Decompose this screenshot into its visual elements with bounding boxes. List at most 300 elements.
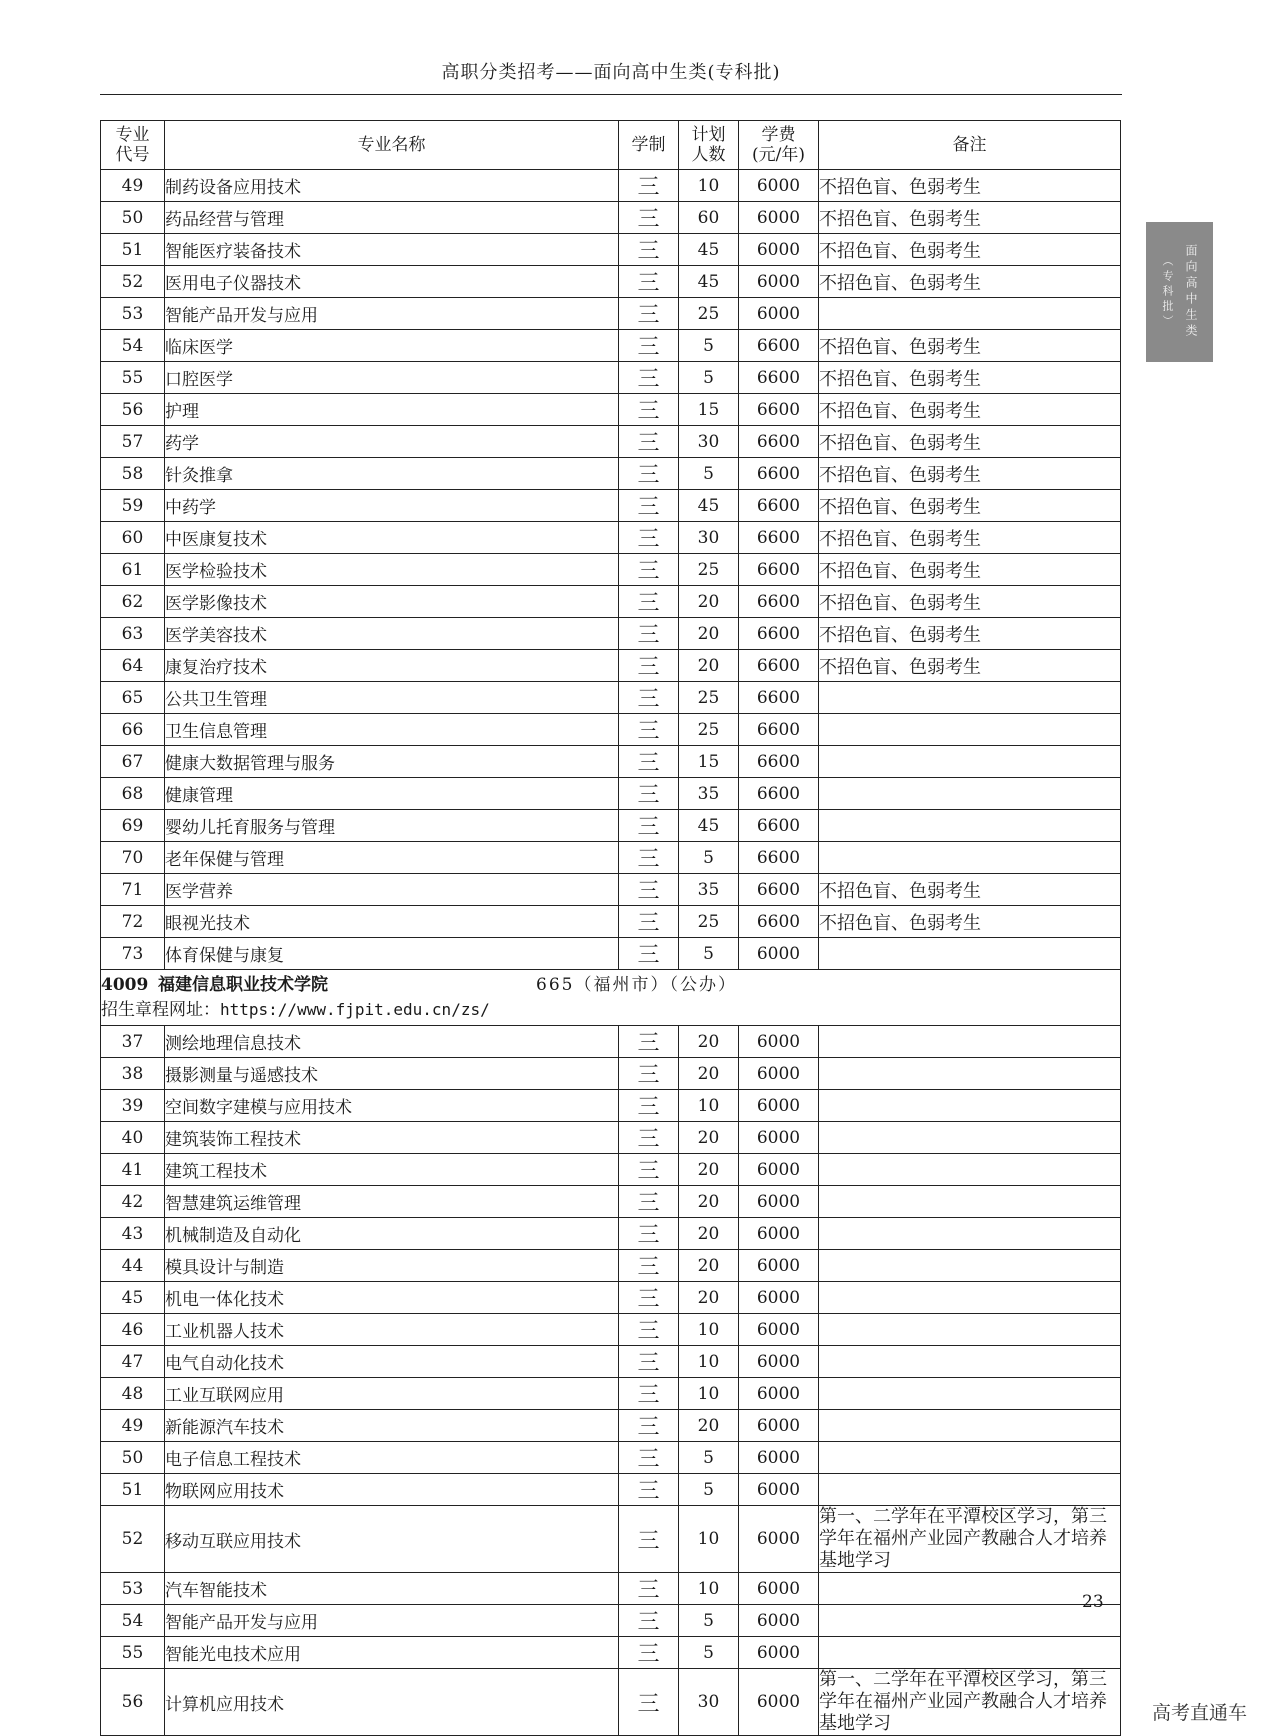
- remark-cell: [819, 1605, 1121, 1637]
- plan-count-cell: 15: [679, 746, 739, 778]
- tuition-cell: 6000: [739, 1605, 819, 1637]
- major-code-cell: 51: [101, 1474, 165, 1506]
- table-row: [101, 522, 1121, 554]
- plan-count-cell: 35: [679, 874, 739, 906]
- table-row: [101, 1186, 1121, 1218]
- major-name-cell: 计算机应用技术: [165, 1669, 619, 1736]
- school-info: 665（福州市）（公办）: [536, 975, 737, 995]
- major-code-cell: 37: [101, 1026, 165, 1058]
- remark-cell: [819, 1090, 1121, 1122]
- tuition-cell: 6000: [739, 202, 819, 234]
- plan-count-cell: 20: [679, 650, 739, 682]
- major-code-cell: 52: [101, 266, 165, 298]
- major-name-cell: 模具设计与制造: [165, 1250, 619, 1282]
- major-code-cell: 72: [101, 906, 165, 938]
- major-name-cell: 制药设备应用技术: [165, 170, 619, 202]
- tuition-cell: 6600: [739, 906, 819, 938]
- tuition-cell: 6600: [739, 618, 819, 650]
- tuition-cell: 6000: [739, 1218, 819, 1250]
- watermark-logo-text: 高考直通车: [1152, 1702, 1248, 1724]
- duration-cell: 三: [619, 746, 679, 778]
- duration-cell: 三: [619, 810, 679, 842]
- major-code-cell: 55: [101, 362, 165, 394]
- duration-cell: 三: [619, 1218, 679, 1250]
- major-name-cell: 健康大数据管理与服务: [165, 746, 619, 778]
- major-code-cell: 73: [101, 938, 165, 970]
- tuition-cell: 6600: [739, 458, 819, 490]
- duration-cell: 三: [619, 298, 679, 330]
- major-name-cell: 新能源汽车技术: [165, 1410, 619, 1442]
- plan-count-cell: 20: [679, 1154, 739, 1186]
- remark-cell: 不招色盲、色弱考生: [819, 330, 1121, 362]
- major-code-cell: 49: [101, 170, 165, 202]
- header-plan-count: 计划 人数: [679, 121, 739, 170]
- major-code-cell: 56: [101, 394, 165, 426]
- tuition-cell: 6600: [739, 522, 819, 554]
- tuition-cell: 6000: [739, 1442, 819, 1474]
- major-name-cell: 工业互联网应用: [165, 1378, 619, 1410]
- remark-cell: [819, 1058, 1121, 1090]
- table-row: [101, 1154, 1121, 1186]
- table-row: [101, 714, 1121, 746]
- header-duration: 学制: [619, 121, 679, 170]
- tuition-cell: 6600: [739, 330, 819, 362]
- major-code-cell: 61: [101, 554, 165, 586]
- duration-cell: 三: [619, 1090, 679, 1122]
- plan-count-cell: 5: [679, 1637, 739, 1669]
- table-row: [101, 362, 1121, 394]
- plan-count-cell: 10: [679, 1314, 739, 1346]
- tuition-cell: 6600: [739, 650, 819, 682]
- major-name-cell: 测绘地理信息技术: [165, 1026, 619, 1058]
- major-name-cell: 中医康复技术: [165, 522, 619, 554]
- plan-count-cell: 45: [679, 266, 739, 298]
- table-row: [101, 1122, 1121, 1154]
- remark-cell: [819, 1378, 1121, 1410]
- major-code-cell: 47: [101, 1346, 165, 1378]
- remark-cell: 不招色盲、色弱考生: [819, 490, 1121, 522]
- remark-cell: [819, 746, 1121, 778]
- tuition-cell: 6600: [739, 554, 819, 586]
- remark-cell: 第一、二学年在平潭校区学习，第三学年在福州产业园产教融合人才培养基地学习: [819, 1669, 1121, 1736]
- duration-cell: 三: [619, 938, 679, 970]
- table-row: [101, 1506, 1121, 1573]
- duration-cell: 三: [619, 362, 679, 394]
- major-code-cell: 40: [101, 1122, 165, 1154]
- tuition-cell: 6000: [739, 1637, 819, 1669]
- major-code-cell: 50: [101, 202, 165, 234]
- remark-cell: [819, 1573, 1121, 1605]
- tuition-cell: 6000: [739, 1378, 819, 1410]
- major-code-cell: 54: [101, 1605, 165, 1637]
- duration-cell: 三: [619, 330, 679, 362]
- remark-cell: 不招色盲、色弱考生: [819, 522, 1121, 554]
- major-name-cell: 婴幼儿托育服务与管理: [165, 810, 619, 842]
- remark-cell: 不招色盲、色弱考生: [819, 234, 1121, 266]
- major-code-cell: 42: [101, 1186, 165, 1218]
- plan-count-cell: 25: [679, 298, 739, 330]
- table-row: [101, 1282, 1121, 1314]
- plan-count-cell: 10: [679, 1346, 739, 1378]
- major-code-cell: 50: [101, 1442, 165, 1474]
- tuition-cell: 6600: [739, 842, 819, 874]
- side-tab-main-label: 面向高中生类: [1184, 244, 1198, 340]
- duration-cell: 三: [619, 1637, 679, 1669]
- remark-cell: 不招色盲、色弱考生: [819, 362, 1121, 394]
- major-name-cell: 体育保健与康复: [165, 938, 619, 970]
- table-row: [101, 1605, 1121, 1637]
- tuition-cell: 6000: [739, 1346, 819, 1378]
- duration-cell: 三: [619, 1410, 679, 1442]
- table-row: [101, 650, 1121, 682]
- major-code-cell: 62: [101, 586, 165, 618]
- duration-cell: 三: [619, 1669, 679, 1736]
- table-row: [101, 234, 1121, 266]
- plan-count-cell: 45: [679, 234, 739, 266]
- duration-cell: 三: [619, 426, 679, 458]
- major-code-cell: 43: [101, 1218, 165, 1250]
- major-code-cell: 54: [101, 330, 165, 362]
- tuition-cell: 6000: [739, 170, 819, 202]
- plan-count-cell: 10: [679, 1090, 739, 1122]
- major-code-cell: 53: [101, 1573, 165, 1605]
- remark-cell: [819, 1154, 1121, 1186]
- school-row: [101, 970, 1121, 1026]
- major-name-cell: 电气自动化技术: [165, 1346, 619, 1378]
- duration-cell: 三: [619, 234, 679, 266]
- remark-cell: [819, 1186, 1121, 1218]
- tuition-cell: 6000: [739, 938, 819, 970]
- remark-cell: 不招色盲、色弱考生: [819, 458, 1121, 490]
- major-name-cell: 健康管理: [165, 778, 619, 810]
- tuition-cell: 6600: [739, 394, 819, 426]
- duration-cell: 三: [619, 1314, 679, 1346]
- remark-cell: [819, 1637, 1121, 1669]
- remark-cell: [819, 1442, 1121, 1474]
- remark-cell: 不招色盲、色弱考生: [819, 202, 1121, 234]
- duration-cell: 三: [619, 778, 679, 810]
- school-section: [101, 970, 1121, 1026]
- major-name-cell: 药学: [165, 426, 619, 458]
- table-row: [101, 810, 1121, 842]
- major-code-cell: 45: [101, 1282, 165, 1314]
- remark-cell: 第一、二学年在平潭校区学习，第三学年在福州产业园产教融合人才培养基地学习: [819, 1506, 1121, 1573]
- remark-cell: [819, 714, 1121, 746]
- tuition-cell: 6000: [739, 1058, 819, 1090]
- table-row: [101, 1314, 1121, 1346]
- tuition-cell: 6600: [739, 682, 819, 714]
- table-row: [101, 1474, 1121, 1506]
- major-name-cell: 机械制造及自动化: [165, 1218, 619, 1250]
- major-code-cell: 44: [101, 1250, 165, 1282]
- major-code-cell: 39: [101, 1090, 165, 1122]
- major-code-cell: 63: [101, 618, 165, 650]
- tuition-cell: 6600: [739, 714, 819, 746]
- plan-count-cell: 30: [679, 1669, 739, 1736]
- duration-cell: 三: [619, 1378, 679, 1410]
- tuition-cell: 6000: [739, 1282, 819, 1314]
- header-remark: 备注: [819, 121, 1121, 170]
- table-row: [101, 394, 1121, 426]
- remark-cell: [819, 1250, 1121, 1282]
- table-row: [101, 1637, 1121, 1669]
- tuition-cell: 6000: [739, 1186, 819, 1218]
- remark-cell: [819, 1474, 1121, 1506]
- duration-cell: 三: [619, 490, 679, 522]
- plan-count-cell: 25: [679, 714, 739, 746]
- major-name-cell: 空间数字建模与应用技术: [165, 1090, 619, 1122]
- table-row: [101, 458, 1121, 490]
- tuition-cell: 6000: [739, 1474, 819, 1506]
- table-row: [101, 202, 1121, 234]
- plan-count-cell: 20: [679, 1058, 739, 1090]
- table-row: [101, 1573, 1121, 1605]
- major-code-cell: 60: [101, 522, 165, 554]
- plan-count-cell: 20: [679, 1122, 739, 1154]
- duration-cell: 三: [619, 874, 679, 906]
- remark-cell: [819, 1410, 1121, 1442]
- plan-count-cell: 5: [679, 1474, 739, 1506]
- major-code-cell: 46: [101, 1314, 165, 1346]
- duration-cell: 三: [619, 1186, 679, 1218]
- table-row: [101, 746, 1121, 778]
- major-name-cell: 卫生信息管理: [165, 714, 619, 746]
- plan-count-cell: 5: [679, 330, 739, 362]
- plan-count-cell: 5: [679, 1442, 739, 1474]
- remark-cell: [819, 1026, 1121, 1058]
- tuition-cell: 6600: [739, 810, 819, 842]
- table-row: [101, 426, 1121, 458]
- tuition-cell: 6000: [739, 1314, 819, 1346]
- header-divider: [100, 94, 1122, 95]
- table-row: [101, 1410, 1121, 1442]
- major-code-cell: 52: [101, 1506, 165, 1573]
- table-row: [101, 490, 1121, 522]
- major-code-cell: 70: [101, 842, 165, 874]
- major-name-cell: 护理: [165, 394, 619, 426]
- duration-cell: 三: [619, 714, 679, 746]
- plan-count-cell: 5: [679, 842, 739, 874]
- duration-cell: 三: [619, 554, 679, 586]
- remark-cell: 不招色盲、色弱考生: [819, 266, 1121, 298]
- major-code-cell: 56: [101, 1669, 165, 1736]
- major-name-cell: 医用电子仪器技术: [165, 266, 619, 298]
- duration-cell: 三: [619, 1506, 679, 1573]
- major-code-cell: 51: [101, 234, 165, 266]
- duration-cell: 三: [619, 682, 679, 714]
- major-code-cell: 69: [101, 810, 165, 842]
- plan-count-cell: 20: [679, 586, 739, 618]
- plan-count-cell: 10: [679, 1378, 739, 1410]
- major-name-cell: 口腔医学: [165, 362, 619, 394]
- tuition-cell: 6600: [739, 874, 819, 906]
- plan-count-cell: 20: [679, 1282, 739, 1314]
- major-code-cell: 53: [101, 298, 165, 330]
- header-major-code: 专业 代号: [101, 121, 165, 170]
- table-row: [101, 1669, 1121, 1736]
- major-name-cell: 医学美容技术: [165, 618, 619, 650]
- major-code-cell: 41: [101, 1154, 165, 1186]
- major-code-cell: 55: [101, 1637, 165, 1669]
- major-name-cell: 眼视光技术: [165, 906, 619, 938]
- major-name-cell: 医学营养: [165, 874, 619, 906]
- plan-count-cell: 10: [679, 170, 739, 202]
- plan-count-cell: 25: [679, 906, 739, 938]
- duration-cell: 三: [619, 1026, 679, 1058]
- major-code-cell: 38: [101, 1058, 165, 1090]
- remark-cell: [819, 1218, 1121, 1250]
- remark-cell: 不招色盲、色弱考生: [819, 554, 1121, 586]
- remark-cell: [819, 682, 1121, 714]
- duration-cell: 三: [619, 650, 679, 682]
- major-name-cell: 中药学: [165, 490, 619, 522]
- plan-count-cell: 10: [679, 1506, 739, 1573]
- major-plan-table: [100, 120, 1121, 1736]
- plan-count-cell: 25: [679, 554, 739, 586]
- major-code-cell: 49: [101, 1410, 165, 1442]
- table-row: [101, 938, 1121, 970]
- table-row: [101, 1346, 1121, 1378]
- major-name-cell: 智能产品开发与应用: [165, 1605, 619, 1637]
- major-code-cell: 67: [101, 746, 165, 778]
- plan-count-cell: 5: [679, 938, 739, 970]
- plan-count-cell: 30: [679, 522, 739, 554]
- tuition-cell: 6000: [739, 298, 819, 330]
- major-name-cell: 移动互联应用技术: [165, 1506, 619, 1573]
- side-tab-sub-label: （专科批）: [1161, 254, 1174, 330]
- duration-cell: 三: [619, 1154, 679, 1186]
- table-row: [101, 1250, 1121, 1282]
- table-row: [101, 298, 1121, 330]
- plan-count-cell: 35: [679, 778, 739, 810]
- duration-cell: 三: [619, 618, 679, 650]
- major-name-cell: 医学检验技术: [165, 554, 619, 586]
- table-section-a: [101, 170, 1121, 970]
- major-name-cell: 摄影测量与遥感技术: [165, 1058, 619, 1090]
- plan-count-cell: 5: [679, 1605, 739, 1637]
- duration-cell: 三: [619, 1346, 679, 1378]
- duration-cell: 三: [619, 842, 679, 874]
- table-header-row: [101, 121, 1121, 170]
- remark-cell: 不招色盲、色弱考生: [819, 650, 1121, 682]
- plan-count-cell: 20: [679, 1186, 739, 1218]
- plan-count-cell: 20: [679, 1218, 739, 1250]
- table-row: [101, 586, 1121, 618]
- tuition-cell: 6000: [739, 1573, 819, 1605]
- plan-count-cell: 60: [679, 202, 739, 234]
- duration-cell: 三: [619, 1282, 679, 1314]
- tuition-cell: 6000: [739, 1250, 819, 1282]
- duration-cell: 三: [619, 1474, 679, 1506]
- tuition-cell: 6600: [739, 490, 819, 522]
- duration-cell: 三: [619, 586, 679, 618]
- duration-cell: 三: [619, 522, 679, 554]
- remark-cell: 不招色盲、色弱考生: [819, 618, 1121, 650]
- table-row: [101, 842, 1121, 874]
- school-info-cell: [101, 970, 1121, 1026]
- major-name-cell: 智能产品开发与应用: [165, 298, 619, 330]
- table-row: [101, 554, 1121, 586]
- table-row: [101, 1378, 1121, 1410]
- duration-cell: 三: [619, 266, 679, 298]
- plan-count-cell: 5: [679, 362, 739, 394]
- major-code-cell: 71: [101, 874, 165, 906]
- major-name-cell: 物联网应用技术: [165, 1474, 619, 1506]
- tuition-cell: 6000: [739, 1506, 819, 1573]
- plan-count-cell: 5: [679, 458, 739, 490]
- remark-cell: [819, 1122, 1121, 1154]
- school-url-label: 招生章程网址：: [101, 1000, 220, 1020]
- plan-count-cell: 25: [679, 682, 739, 714]
- plan-count-cell: 20: [679, 1250, 739, 1282]
- page-header-title: 高职分类招考——面向高中生类(专科批): [441, 62, 781, 83]
- table-row: [101, 1218, 1121, 1250]
- major-name-cell: 汽车智能技术: [165, 1573, 619, 1605]
- remark-cell: 不招色盲、色弱考生: [819, 586, 1121, 618]
- major-name-cell: 智慧建筑运维管理: [165, 1186, 619, 1218]
- major-name-cell: 针灸推拿: [165, 458, 619, 490]
- major-name-cell: 药品经营与管理: [165, 202, 619, 234]
- remark-cell: [819, 298, 1121, 330]
- tuition-cell: 6000: [739, 234, 819, 266]
- duration-cell: 三: [619, 394, 679, 426]
- tuition-cell: 6600: [739, 778, 819, 810]
- major-name-cell: 电子信息工程技术: [165, 1442, 619, 1474]
- school-url-link[interactable]: https://www.fjpit.edu.cn/zs/: [220, 1000, 490, 1019]
- major-code-cell: 66: [101, 714, 165, 746]
- remark-cell: [819, 778, 1121, 810]
- table-row: [101, 874, 1121, 906]
- duration-cell: 三: [619, 458, 679, 490]
- major-name-cell: 智能医疗装备技术: [165, 234, 619, 266]
- plan-count-cell: 45: [679, 810, 739, 842]
- table-row: [101, 906, 1121, 938]
- table-row: [101, 778, 1121, 810]
- major-name-cell: 智能光电技术应用: [165, 1637, 619, 1669]
- tuition-cell: 6000: [739, 1026, 819, 1058]
- tuition-cell: 6000: [739, 1154, 819, 1186]
- duration-cell: 三: [619, 906, 679, 938]
- major-code-cell: 59: [101, 490, 165, 522]
- table-row: [101, 170, 1121, 202]
- side-section-tab: [1146, 222, 1213, 362]
- major-code-cell: 68: [101, 778, 165, 810]
- duration-cell: 三: [619, 170, 679, 202]
- header-tuition: 学费 (元/年): [739, 121, 819, 170]
- plan-count-cell: 20: [679, 618, 739, 650]
- major-code-cell: 64: [101, 650, 165, 682]
- table-row: [101, 266, 1121, 298]
- page-number: 23: [1082, 1592, 1104, 1612]
- remark-cell: 不招色盲、色弱考生: [819, 426, 1121, 458]
- plan-count-cell: 30: [679, 426, 739, 458]
- table-row: [101, 1090, 1121, 1122]
- duration-cell: 三: [619, 1605, 679, 1637]
- table-row: [101, 1442, 1121, 1474]
- table-row: [101, 1026, 1121, 1058]
- plan-count-cell: 45: [679, 490, 739, 522]
- remark-cell: [819, 842, 1121, 874]
- major-name-cell: 老年保健与管理: [165, 842, 619, 874]
- tuition-cell: 6600: [739, 426, 819, 458]
- remark-cell: [819, 810, 1121, 842]
- school-name: 福建信息职业技术学院: [158, 975, 328, 995]
- table-row: [101, 1058, 1121, 1090]
- remark-cell: [819, 1314, 1121, 1346]
- duration-cell: 三: [619, 1250, 679, 1282]
- major-name-cell: 建筑装饰工程技术: [165, 1122, 619, 1154]
- remark-cell: 不招色盲、色弱考生: [819, 874, 1121, 906]
